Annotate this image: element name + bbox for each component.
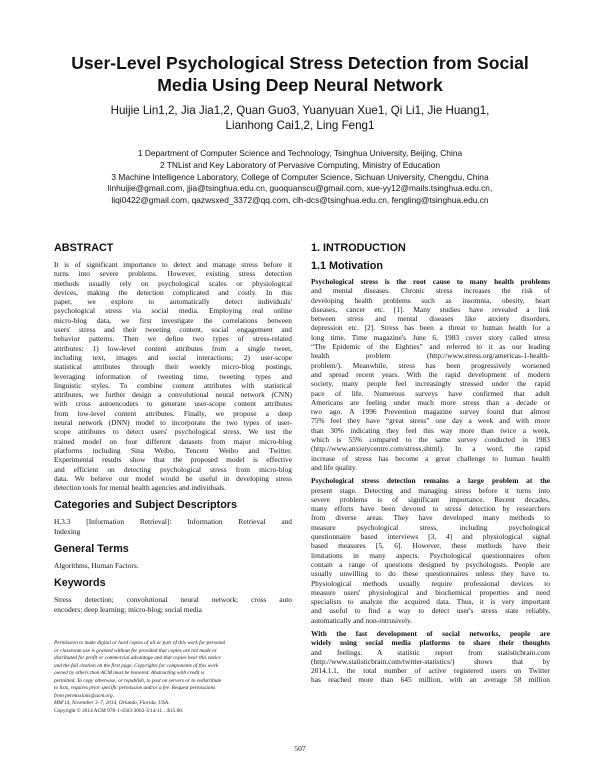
text-line: Physiological methods usually require professional devices to (311, 578, 550, 588)
paragraph-lead: With the fast development of social networks, people are (311, 628, 550, 638)
text-line: from diverse areas. They have developed many methods to (311, 513, 550, 523)
keywords-body (54, 595, 292, 614)
paragraph-lead: widely using social media platforms to share their thoughts (311, 638, 550, 648)
text-line: attributes: 1) low-level content attributes from a single tweet, (54, 343, 292, 353)
permission-notice (54, 640, 292, 715)
affiliations (30, 148, 570, 207)
text-line: based measures [5, 6]. However, these methods have their (311, 541, 550, 551)
text-line: severe problems is of significant importance. Recent decades, (311, 494, 550, 504)
text-line: (http://www.anxietycentre.com/stress.shtml). In a word, the rapid (311, 444, 550, 454)
permission-line: from permissions@acm.org. (54, 692, 114, 699)
text-line: (http://www.statisticbrain.com/twitter-statistics/) shows that by (311, 656, 550, 666)
text-line: contain a range of questions designed by psychologists. People are (311, 559, 550, 569)
abstract-heading: ABSTRACT (54, 242, 114, 254)
text-line: diseases, cancer etc. [1]. Many studies have revealed a link (311, 304, 550, 314)
text-line: methods usually rely on psychological scales or physiological (54, 278, 292, 288)
text-line: trained model on four different datasets from major micro-blog (54, 436, 292, 446)
text-line: long time. Time magazine's June 6, 1983 cover story called stress (311, 332, 550, 342)
text-line: paper, we explore to automatically detect individuals' (54, 297, 292, 307)
affiliation-line: 2 TNList and Key Laboratory of Pervasive Computing, Ministry of Education (159, 159, 441, 170)
text-line: detection tools for mental health agencies and individuals. (54, 483, 226, 493)
text-line: specialists to analyze the acquired data. Thus, it is very important (311, 597, 550, 607)
email-line: liqi0422@gmail.com, qazwsxed_3372@qq.com, clh-dcs@tsinghua.edu.cn, fengling@tsinghua.edu.cn (111, 195, 489, 206)
general-terms-body (54, 561, 292, 570)
text-line: H.3.3 [Information Retrieval]: Information Retrieval and (54, 517, 292, 527)
text-line: psychological stress via social media. Employing real online (54, 306, 292, 316)
title-line: Media Using Deep Neural Network (157, 75, 443, 95)
permission-line: permitted. To copy otherwise, or republish, to post on servers or to redistribute (54, 677, 222, 684)
keywords-heading: Keywords (54, 577, 106, 590)
text-line: 2014.1.1, the total number of active registered users on Twitter (311, 666, 550, 676)
permission-line: Permission to make digital or hard copies of all or part of this work for personal (54, 640, 226, 646)
affiliation-line: 1 Department of Computer Science and Technology, Tsinghua University, Beijing, China (137, 148, 463, 158)
right-column (311, 242, 550, 685)
text-line: Indexing (54, 526, 81, 536)
text-line: has reached more than 645 million, with an average 58 million (311, 675, 550, 685)
text-line: leveraging information of tweeting time, tweeting types and (54, 371, 292, 381)
text-line: platforms including Sina Weibo, Tencent Weibo and Twitter. (54, 445, 292, 455)
title-line: User-Level Psychological Stress Detection from Social (71, 53, 529, 73)
text-line: It is of significant importance to detect and manage stress before it (54, 260, 292, 269)
text-line: and mental diseases. Chronic stress increases the risk of (311, 286, 550, 296)
permission-line: or classroom use is granted without fee provided that copies are not made or (54, 647, 217, 654)
text-line: present stage. Detecting and managing stress before it turns into (311, 485, 550, 495)
author-line: Lianhong Cai1,2, Ling Feng1 (225, 119, 375, 132)
text-line: micro-blog data, we first investigate the correlations between (54, 315, 292, 325)
categories-body (54, 517, 292, 536)
text-line: scope attributes to detect users' psychological stress. We test the (54, 427, 292, 437)
text-line: measure psychological stress, including psychological (311, 522, 550, 532)
intro-paragraph-1 (311, 277, 550, 472)
text-line: health problem (http://www.stress.org/americas-1-health- (311, 351, 550, 361)
text-line: than 30% indicating they feel this way more than twice a week, (311, 425, 550, 435)
text-line: between stress and mental diseases like anxiety disorders, (311, 314, 550, 324)
text-line: with cross autoencoders to generate user-scope content attributes (54, 399, 292, 409)
text-line: automatically and non-intrusively. (311, 615, 413, 625)
text-line: depression etc. [2]. Stress has been a threat to human health for a (311, 323, 550, 333)
motivation-heading: 1.1 Motivation (311, 260, 383, 272)
paragraph-body (311, 486, 550, 625)
text-line: developing health problems such as insomnia, obesity, heart (311, 295, 550, 305)
author-list (40, 103, 560, 133)
permission-line: and the full citation on the first page. Copyrights for components of this work (54, 662, 219, 669)
text-line: including text, images and social interactions; 2) user-scope (54, 352, 292, 362)
introduction-heading: 1. INTRODUCTION (311, 242, 406, 254)
page-number: 507 (294, 744, 306, 753)
text-line: and spread recent years. With the rapid development of modern (311, 369, 550, 379)
email-line: linhuijie@gmail.com, jjia@tsinghua.edu.cn, guoquanscu@gmail.com, xue-yy12@mails.tsinghua.edu.cn, (107, 183, 493, 194)
permission-line: distributed for profit or commercial advantage and that copies bear this notice (54, 655, 221, 661)
general-terms-heading: General Terms (54, 543, 129, 556)
text-line: turns into severe problems. However, existing stress detection (54, 269, 292, 279)
paragraph-lead: Psychological stress is the root cause to many health problems (311, 277, 550, 286)
text-line: behavior patterns. Then we define two types of stress-related (54, 334, 292, 344)
author-line: Huijie Lin1,2, Jia Jia1,2, Quan Guo3, Yuanyuan Xue1, Qi Li1, Jie Huang1, (110, 104, 490, 117)
text-line: and life quality. (311, 462, 358, 472)
conference-line: MM'14, November 3–7, 2014, Orlando, Florida, USA. (54, 700, 170, 706)
text-line: many efforts have been devoted to stress detection by researchers (311, 504, 550, 514)
text-line: and efficient on detecting psychological stress from micro-blog (54, 464, 292, 474)
text-line: problem/). Meanwhile, stress has been progressively worsened (311, 360, 550, 370)
intro-paragraph-2 (311, 476, 550, 625)
text-line: users' stress and their tweeting content, social engagement and (54, 325, 292, 335)
text-line: society, many people feel increasingly stressed under the rapid (311, 379, 550, 389)
categories-heading: Categories and Subject Descriptors (54, 499, 237, 512)
text-line: neural network (DNN) model to incorporate the two types of user- (54, 418, 292, 428)
paper-title (40, 52, 560, 96)
text-line: attributes, we further design a convolutional neural network (CNN) (54, 390, 292, 400)
text-line: which is 55% compared to the same survey conducted in 1983 (311, 435, 550, 445)
text-line: Americans are feeling under much more stress than a decade or (311, 397, 550, 407)
text-line: “The Epidemic of the Eighties” and referred to it as our leading (311, 342, 550, 352)
text-line: from low-level content attributes. Finally, we propose a deep (54, 408, 292, 418)
text-line: Experimental results show that the proposed model is effective (54, 455, 292, 465)
text-line: measure users' physiological and biochemical properties and need (311, 587, 550, 597)
permission-line: to lists, requires prior specific permission and/or a fee. Request permissions (54, 685, 216, 691)
text-line: limitations in many aspects. Psychological questionnaires often (311, 550, 550, 560)
text-line: two ago. A 1996 Prevention magazine survey found that almost (311, 407, 550, 417)
text-line: increase of stress has become a great challenge to human health (311, 453, 550, 463)
text-line: and useful to find a way to detect user's stress state reliably, (311, 606, 550, 616)
text-line: linguistic styles. To combine content attributes with statistical (54, 380, 292, 390)
text-line: Stress detection; convolutional neural network; cross auto (54, 595, 292, 605)
text-line: devices, making the detection complicated and costly. In this (54, 287, 292, 297)
text-line: statistical attributes through their weekly micro-blog postings, (54, 362, 292, 372)
text-line: questionnaire based interviews [3, 4] and physiological signal (311, 532, 550, 542)
left-column (54, 242, 292, 614)
text-line: pace of life. Numerous surveys have confirmed that adult (311, 388, 550, 398)
intro-paragraph-3 (311, 629, 550, 685)
affiliation-line: 3 Machine Intelligence Laboratory, College of Computer Science, Sichuan University, Chengdu, China (111, 171, 489, 182)
text-line: data. We believe our model would be useful in developing stress (54, 473, 292, 483)
paragraph-lead: Psychological stress detection remains a large problem at the (311, 476, 550, 486)
text-line: 75% feel they have “great stress” one day a week and with more (311, 416, 550, 426)
paragraph-body (311, 286, 550, 472)
permission-line: owned by others than ACM must be honored. Abstracting with credit is (54, 670, 205, 676)
copyright-line: Copyright © 2014 ACM 978-1-4503-3063-3/14/11…$15.00. (54, 707, 184, 714)
text-line: and feelings. A statistic report from statisticbrain.com (311, 647, 550, 657)
text-line: encoders; deep learning; micro-blog; social media (54, 604, 202, 614)
text-line: usually unwilling to do these questionnaires unless they have to. (311, 569, 550, 579)
paragraph-body (311, 648, 550, 685)
text-line: Algorithms, Human Factors. (54, 561, 139, 571)
abstract-body (54, 260, 292, 492)
